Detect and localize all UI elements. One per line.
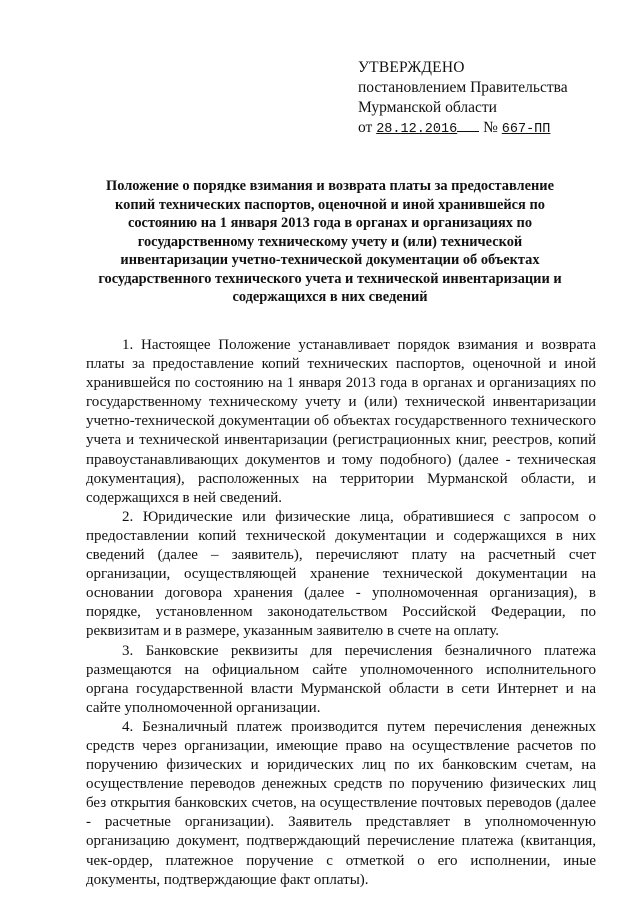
paragraph-4: 4. Безналичный платеж производится путем перечисления денежных средств через организации, имеющие право на осуществление расчетов по поручению физических и юридических лиц по их банковским счетам, на осуществление переводов денежных средств по поручению физических лиц без открытия банковских счетов, на осуществление почтовых переводов (далее - расчетные организации). Заявитель представляет в уполномоченную организацию документ, подтверждающий перечисление платежа (квитанция, чек-ордер, платежное поручение с отметкой о его исполнении, иные документы, подтверждающие факт оплаты). — [86, 718, 596, 888]
approval-stamp: УТВЕРЖДЕНО — [358, 59, 465, 76]
approval-date-number — [358, 118, 608, 140]
approval-date: 28.12.2016 — [376, 122, 458, 137]
paragraph-1: 1. Настоящее Положение устанавливает порядок взимания и возврата платы за предоставление копий технических паспортов, оценочной и иной хранившейся по состоянию на 1 января 2013 года в органах и организациях по государственному техническому учету и (или) технической инвентаризации учетно-технической документации об объектах государственного технического учета и технической инвентаризации (регистрационных книг, реестров, копий правоустанавливающих документов и тому подобного) (далее - техническая документация), расположенных на территории Мурманской области, и содержащихся в ней сведений. — [86, 337, 596, 506]
number-prefix: № — [483, 119, 498, 136]
paragraph-3: 3. Банковские реквизиты для перечисления безналичного платежа размещаются на официальном сайте уполномоченного исполнительного органа государственной власти Мурманской области в сети Интернет и на сайте уполномоченной организации. — [86, 642, 596, 716]
from-prefix: от — [358, 119, 373, 136]
document-body — [86, 336, 596, 890]
approval-block — [358, 58, 608, 140]
document-title: Положение о порядке взимания и возврата платы за предоставление копий технических паспортов, оценочной и иной хранившейся по состоянию на 1 января 2013 года в органах и организациях по государственному техническому учету и (или) технической инвентаризации учетно-технической документации об объектах государственного технического учета и технической инвентаризации и содержащихся в них сведений — [98, 178, 562, 305]
approval-number: 667-ПП — [501, 122, 551, 137]
date-underline — [457, 119, 479, 132]
paragraph-2: 2. Юридические или физические лица, обратившиеся с запросом о предоставлении копий технической документации и содержащихся в них сведений (далее – заявитель), перечисляют плату на расчетный счет организации, осуществляющей хранение технической документации на основании договора хранения (далее - уполномоченная организация), в порядке, установленном законодательством Российской Федерации, по реквизитам и в размере, указанным заявителю в счете на оплату. — [86, 508, 596, 640]
approval-line-2: Мурманской области — [358, 99, 497, 116]
approval-line-1: постановлением Правительства — [358, 79, 568, 96]
